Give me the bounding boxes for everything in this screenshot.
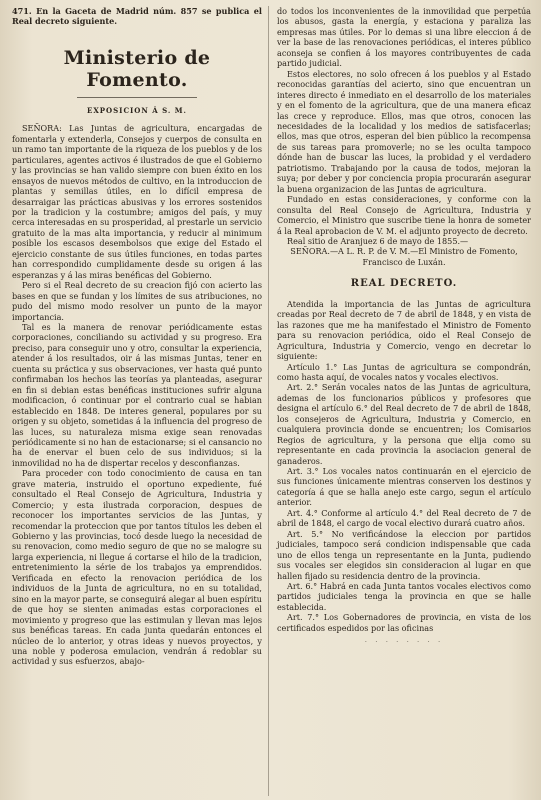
paragraph: Tal es la manera de renovar periódicamente estas corporaciones, conciliando su actividad y su progreso. Era preciso, para conseguir uno y otro, consultar la experiencia, atender á los resultados, oir á las mismas Juntas, tener en cuenta su práctica y sus observaciones, ver hasta qué punto confirmaban los hechos las teorías ya planteadas, asegurar en fin si debian estas benéficas instituciones sufrir alguna modificacion, ó continuar por el contrario cual se habian establecido en 1848. De interes general, populares por su origen y su objeto, sometidas á la influencia del progreso de las luces, su naturaleza misma exige sean renovadas periódicamente si no han de estacionarse; si el cansancio no ha de enervar el buen celo de sus individuos; si la inmovilidad no ha de dispertar recelos y desconfianzas. [12, 321, 262, 468]
exposition-heading: EXPOSICION Á S. M. [87, 105, 187, 115]
article-paragraph: Art. 5.° No verificándose la eleccion por partidos judiciales, tampoco será condicion indispensable que cada uno de ellos tenga un representante en la Junta, pudiendo sus vocales ser elegidos sin consideracion al lugar en que hallen fijado su residencia dentro de la provincia. [277, 528, 531, 581]
paragraph: SEÑORA: Las Juntas de agricultura, encargadas de fomentarla y extenderla, Consejos y cuerpos de consulta en un ramo tan importante de la riqueza de los pueblos y de los particulares, agentes activos é ilustrados de que el Gobierno y las provincias se han valido siempre con buen éxito en los ensayos de nuevos métodos de cultivo, en la introduccion de plantas y semillas útiles, en lo difícil empresa de desarraigar las prácticas abusivas y los errores sostenidos por la tradicion y la costumbre; amigos del país, y muy cerca interesadas en su prosperidad, al prestarle un servicio gratuito de la mas alta importancia, y reducir al minimum posible los escasos desembolsos que exige del Estado el ejercicio constante de sus útiles funciones, en todas partes han correspondido cumplidamente desde su origen á las esperanzas y á las miras benéficas del Gobierno. [12, 123, 262, 280]
article-paragraph: Art. 4.° Conforme al artículo 4.° del Real decreto de 7 de abril de 1848, el cargo de vocal electivo durará cuatro años. [277, 507, 531, 529]
article-paragraph: Art. 7.° Los Gobernadores de provincia, en vista de los certificados espedidos por las oficinas [277, 612, 531, 633]
footer-marks: · · · · · · · · [364, 638, 444, 647]
paragraph: Pero si el Real decreto de su creacion fijó con acierto las bases en que se fundan y los límites de sus atribuciones, no pudo del mismo modo resolver un punto de la mayor importancia. [12, 280, 262, 322]
right-column [277, 6, 531, 648]
article-paragraph: Art. 6.° Habrá en cada Junta tantos vocales electivos como partidos judiciales tenga la provincia en que se halle establecida. [277, 581, 531, 612]
date-line: Real sitio de Aranjuez 6 de mayo de 1855.— [287, 235, 469, 246]
header-note: 471. En la Gaceta de Madrid núm. 857 se publica el Real decreto siguiente. [12, 6, 262, 27]
signature: SEÑORA.—A L. R. P. de V. M.—El Ministro de Fomento, Francisco de Luxán. [290, 246, 518, 267]
paragraph: Estos electores, no solo ofrecen á los pueblos y al Estado reconocidas garantías del acierto, sino que encuentran un interes directo é inmediato en el desarrollo de los materiales y en el fomento de la agricultura, que de una manera eficaz las crece y reproduce. Ellos, mas que otros, conocen las necesidades de la localidad y los medios de satisfacerlas; ellos, mas que otros, esperan del bien público la recompensa de sus tareas para promoverle; no se les oculta tampoco dónde han de buscar las luces, la probidad y el verdadero patriotismo. Trabajando por la causa de todos, mejoran la suya; por deber y por conciencia propia procurarán asegurar la buena organizacion de las Juntas de agricultura. [277, 68, 531, 194]
left-column [12, 6, 262, 667]
paragraph: Fundado en estas consideraciones, y conforme con la consulta del Real Consejo de Agricultura, Industria y Comercio, el Ministro que suscribe tiene la honra de someter á la Real aprobacion de V. M. el adjunto proyecto de decreto. [277, 194, 531, 236]
article-paragraph: Art. 3.° Los vocales natos continuarán en el ejercicio de sus funciones únicamente mientras conserven los destinos y categoría á que se halla anejo este cargo, segun el artículo anterior. [277, 466, 531, 508]
article-paragraph: Art. 2.° Serán vocales natos de las Juntas de agricultura, ademas de los funcionarios públicos y profesores que designa el artículo 6.° del Real decreto de 7 de abril de 1848, los consejeros de Agricultura, Industria y Comercio, en cualquiera provincia donde se encuentren; los Comisarios Regios de agricultura, y la persona que elija como su representante en cada provincia la asociacion general de ganaderos. [277, 382, 531, 466]
section-title: Ministerio de Fomento. [63, 46, 211, 91]
paragraph: do todos los inconvenientes de la inmovilidad que perpetúa los abusos, gasta la energía, y estaciona y paraliza las empresas mas útiles. Por lo demas si una libre eleccion á de ver la base de las renovaciones periódicas, el interes público aconseja se confien á los mayores contribuyentes de cada partido judicial. [277, 6, 531, 69]
column-divider [268, 6, 269, 796]
decree-title: REAL DECRETO. [350, 278, 458, 290]
article-paragraph: Artículo 1.° Las Juntas de agricultura se compondrán, como hasta aquí, de vocales natos y vocales electivos. [277, 361, 531, 382]
paragraph: Para proceder con todo conocimiento de causa en tan grave materia, instruido el oportuno expediente, fué consultado el Real Consejo de Agricultura, Industria y Comercio; y esta ilustrada corporacion, despues de reconocer los importantes servicios de las Juntas, y recomendar la proteccion que por tantos títulos les deben el Gobierno y las provincias, tocó desde luego la necesidad de su renovacion, como medio seguro de que no se malogre su larga experiencia, ni llegue á cortarse el hilo de la tradicion, entretenimiento la série de los trabajos ya emprendidos. Verificada en efecto la renovacion periódica de los individuos de la Junta de agricultura, no en su totalidad, sino en la mayor parte, se conseguirá alegar al buen espíritu de que hoy se sienten animadas estas corporaciones el movimiento y progreso que las estimulan y llevan mas lejos sus benéficas tareas. En cada junta quedarán entonces el núcleo de lo anterior, y otras ideas y nuevos proyectos, y una noble y poderosa emulacion, vendrán á redoblar su actividad y sus esfuerzos, abajo- [12, 468, 262, 667]
paragraph: Atendida la importancia de las Juntas de agricultura creadas por Real decreto de 7 de abril de 1848, y en vista de las razones que me ha manifestado el Ministro de Fomento para su renovacion periódica, oido el Real Consejo de Agricultura, Industria y Comercio, vengo en decretar lo siguiente: [277, 298, 531, 362]
title-rule [77, 97, 197, 98]
